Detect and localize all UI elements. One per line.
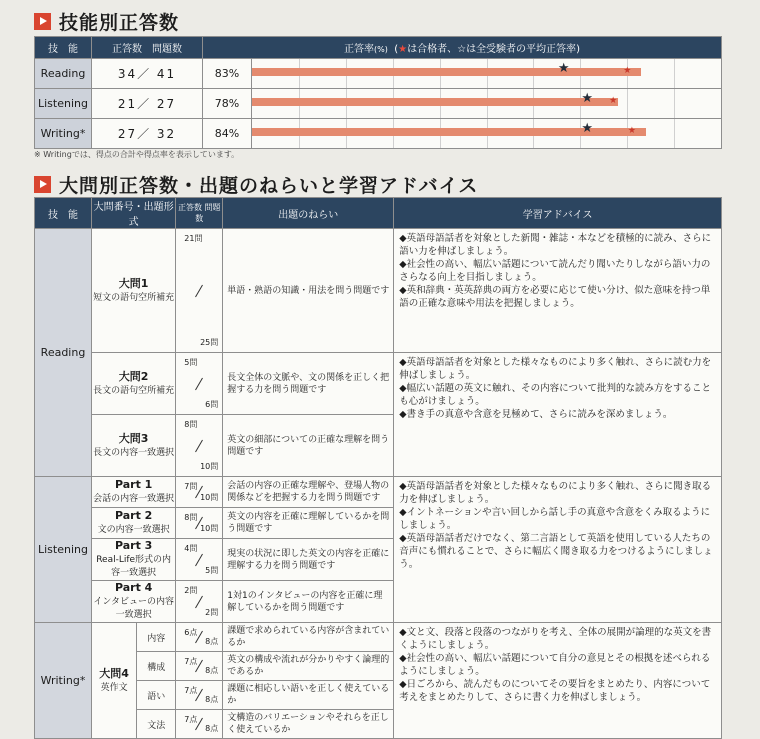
advice-writing: ◆文と文、段落と段落のつながりを考え、全体の展開が論理的な英文を書くようにしましょう。 ◆社会性の高い、幅広い話題について自分の意見とその根拠を述べられるようにしましょう。 ◆日ごろから、読んだものについてその要旨をまとめたり、内容について考えをまとめたりして、さらに書く力を伸ばしましょう。 — [394, 623, 722, 739]
item-label: 大問3 長文の内容一致選択 — [92, 415, 176, 477]
aim-text: 現実の状況に即した英文の内容を正確に理解する力を問う問題です — [223, 539, 394, 581]
skill-writing: Writing* — [35, 623, 92, 739]
grid-line — [674, 59, 675, 88]
header-score: 正答数 問題数 — [176, 198, 223, 229]
listening-row-1 — [35, 477, 722, 508]
score-fraction: 7点 8点 — [176, 681, 223, 710]
score-fraction: 21問 25問 — [176, 229, 223, 353]
rate-bar — [252, 98, 618, 106]
score-fraction: 8問 10問 — [176, 508, 223, 539]
aim-text: 文構造のバリエーションやそれらを正しく使えているか — [223, 710, 394, 739]
skill-row-listening: Listening 21／ 27 78% ★ ★ — [35, 89, 722, 119]
sub-criterion: 語い — [137, 681, 176, 710]
skill-row-reading: Reading 34／ 41 83% ★ ★ — [35, 59, 722, 89]
grid-line — [674, 89, 675, 118]
score-fraction: 4問 5問 — [176, 539, 223, 581]
aim-text: 単語・熟語の知識・用法を問う問題です — [223, 229, 394, 353]
header-score: 正答数 問題数 — [92, 37, 203, 59]
item-label: 大問1 短文の語句空所補充 — [92, 229, 176, 353]
passer-star-icon: ★ — [581, 91, 593, 106]
header-advice: 学習アドバイス — [394, 198, 722, 229]
header-item: 大問番号・出題形式 — [92, 198, 176, 229]
advice-table — [34, 197, 722, 739]
score-fraction: 7問 10問 — [176, 477, 223, 508]
aim-text: 英文の細部についての正確な理解を問う問題です — [223, 415, 394, 477]
skill-listening: Listening — [35, 477, 92, 623]
header-skill: 技 能 — [35, 37, 92, 59]
skill-reading: Reading — [35, 229, 92, 477]
aim-text: 1対1のインタビューの内容を正確に理解しているかを問う問題です — [223, 581, 394, 623]
rate-bar-cell — [252, 59, 722, 89]
passer-star-icon: ★ — [581, 121, 593, 136]
writing-row-1 — [35, 623, 722, 652]
score-fraction: 6点 8点 — [176, 623, 223, 652]
aim-text: 会話の内容の正確な理解や、登場人物の関係などを把握する力を問う問題です — [223, 477, 394, 508]
rate-bar-cell — [252, 119, 722, 149]
average-star-icon: ★ — [623, 66, 632, 76]
aim-text: 課題に相応しい語いを正しく使えているか — [223, 681, 394, 710]
advice-listening: ◆英語母語話者を対象とした様々なものにより多く触れ、さらに聞き取る力を伸ばしましょう。 ◆イントネーションや言い回しから話し手の真意や含意をくみ取るようにしましょう。 ◆英語母語話者だけでなく、第二言語として英語を使用している人たちの音声にも慣れることで、さらに幅広く聞き取る力をつけるようにしましょう。 — [394, 477, 722, 623]
star-legend-self-icon: ★ — [398, 44, 408, 55]
sub-criterion: 内容 — [137, 623, 176, 652]
advice-reading-2: ◆英語母語話者を対象とした様々なものにより多く触れ、さらに読む力を伸ばしましょう。 ◆幅広い話題の英文に触れ、その内容について批判的な読み方をすることも心がけましょう。 ◆書き手の真意や含意を見極めて、さらに読みを深めましょう。 — [394, 353, 722, 477]
section1-title: 技能別正答数 — [34, 8, 179, 35]
score-fraction: 7点 8点 — [176, 710, 223, 739]
score-fraction: 7点 8点 — [176, 652, 223, 681]
item-label: Part 3 Real-Life形式の内容一致選択 — [92, 539, 176, 581]
item-label: Part 2 文の内容一致選択 — [92, 508, 176, 539]
average-star-icon: ★ — [609, 96, 618, 106]
item-label: 大問2 長文の語句空所補充 — [92, 353, 176, 415]
item-label: Part 1 会話の内容一致選択 — [92, 477, 176, 508]
star-legend-avg-icon: ☆ — [457, 44, 467, 55]
advice-reading-1: ◆英語母語話者を対象とした新聞・雑誌・本などを積極的に読み、さらに語い力を伸ばしましょう。 ◆社会性の高い、幅広い話題について読んだり聞いたりしながら語い力のさらなる向上を目指しましょう。 ◆英和辞典・英英辞典の両方を必要に応じて使い分け、似た意味を持つ単語の正確な意味や用法を把握しましょう。 — [394, 229, 722, 353]
reading-row-1 — [35, 229, 722, 353]
grid-line — [627, 89, 628, 118]
header-skill: 技 能 — [35, 198, 92, 229]
header-rate: 正答率(%) (★は合格者、☆は全受験者の平均正答率) — [203, 37, 722, 59]
score-fraction: 2問 2問 — [176, 581, 223, 623]
skill-score-table — [34, 36, 722, 149]
aim-text: 英文の内容を正確に理解しているかを問う問題です — [223, 508, 394, 539]
aim-text: 課題で求められている内容が含まれているか — [223, 623, 394, 652]
item-label: Part 4 インタビューの内容一致選択 — [92, 581, 176, 623]
skill-row-writing: Writing* 27／ 32 84% ★ ★ — [35, 119, 722, 149]
item-label: 大問4 英作文 — [92, 623, 137, 739]
score-fraction: 5問 6問 — [176, 353, 223, 415]
average-star-icon: ★ — [627, 126, 636, 136]
rate-bar-cell — [252, 89, 722, 119]
score-fraction: 8問 10問 — [176, 415, 223, 477]
section2-title: 大問別正答数・出題のねらいと学習アドバイス — [34, 171, 478, 198]
writing-note: ※ Writingでは、得点の合計や得点率を表示しています。 — [34, 150, 240, 159]
play-marker-icon — [34, 176, 51, 193]
passer-star-icon: ★ — [557, 61, 570, 76]
sub-criterion: 文法 — [137, 710, 176, 739]
aim-text: 長文全体の文脈や、文の関係を正しく把握する力を問う問題です — [223, 353, 394, 415]
sub-criterion: 構成 — [137, 652, 176, 681]
rate-bar — [252, 68, 641, 76]
aim-text: 英文の構成や流れが分かりやすく論理的であるか — [223, 652, 394, 681]
grid-line — [674, 119, 675, 148]
header-aim: 出題のねらい — [223, 198, 394, 229]
play-marker-icon — [34, 13, 51, 30]
reading-row-2 — [35, 353, 722, 415]
